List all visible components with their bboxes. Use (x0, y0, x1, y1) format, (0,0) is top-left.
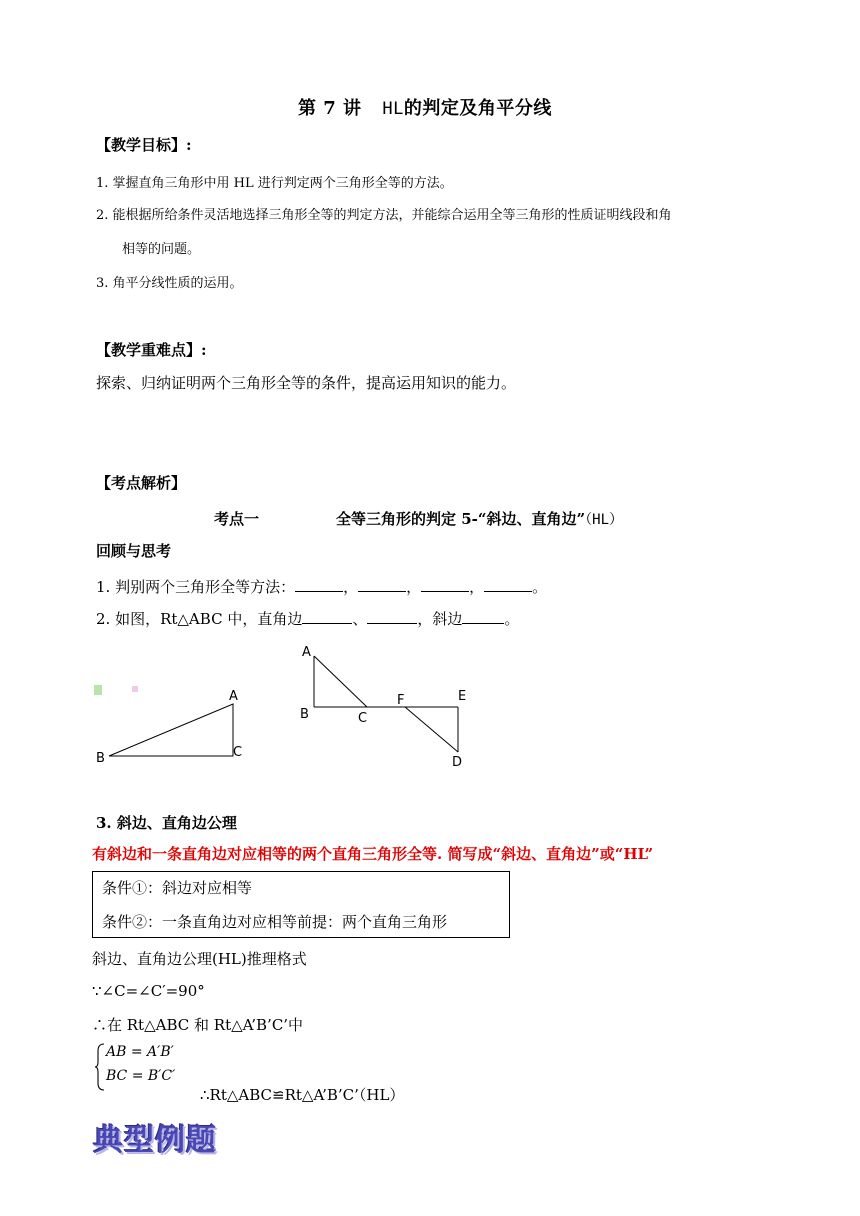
key-points-text: 探索、归纳证明两个三角形全等的条件，提高运用知识的能力。 (96, 374, 517, 392)
review-heading: 回顾与思考 (96, 542, 172, 560)
typical-examples-logo: 典型例题 (93, 1123, 217, 1158)
proof-line-2: ∴在 Rt△ABC 和 Rt△A’B’C’中 (92, 1016, 304, 1034)
proof-line-1: ∵∠C=∠C′=90° (92, 982, 205, 1000)
q1-blank-4[interactable] (484, 577, 532, 592)
left-label-b: B (96, 751, 105, 766)
q1-sep-3: ， (469, 578, 485, 596)
q1-blank-1[interactable] (295, 577, 343, 592)
objectives-heading: 【教学目标】: (96, 136, 192, 154)
q2-mid-2: ，斜边 (417, 610, 463, 628)
objective-item-2-cont: 相等的问题。 (122, 242, 201, 257)
condition-2: 条件②：一条直角边对应相等前提：两个直角三角形 (102, 913, 448, 931)
left-triangle (109, 704, 233, 756)
q2-mid-1: 、 (352, 610, 368, 628)
system-brace (95, 1043, 105, 1091)
q1-blank-2[interactable] (358, 577, 406, 592)
point-title-main: 全等三角形的判定 5-“斜边、直角边” (336, 510, 586, 528)
title-suffix: 的判定及角平分线 (403, 98, 552, 119)
decor-green-mark (94, 685, 102, 695)
point-title (336, 508, 623, 529)
left-label-a: A (229, 689, 238, 704)
q1-sep-1: ， (343, 578, 359, 596)
point-label: 考点一 (214, 510, 260, 528)
q2-blank-3[interactable] (462, 609, 504, 624)
q2-blank-1[interactable] (302, 609, 352, 624)
right-label-d: D (452, 755, 463, 770)
objective-item-1: 1. 掌握直角三角形中用 HL 进行判定两个三角形全等的方法。 (96, 176, 453, 191)
right-label-b: B (300, 707, 309, 722)
proof-format-title: 斜边、直角边公理(HL)推理格式 (92, 950, 307, 968)
conditions-box (92, 871, 510, 938)
objective-item-2: 2. 能根据所给条件灵活地选择三角形全等的判定方法，并能综合运用全等三角形的性质证明线段和角 (96, 208, 672, 223)
line-fd (405, 707, 458, 752)
title-prefix: 第 7 讲 (298, 98, 362, 119)
q2-blank-2[interactable] (367, 609, 417, 624)
q1-end: 。 (532, 578, 548, 596)
line-ac (314, 656, 367, 707)
q1-blank-3[interactable] (421, 577, 469, 592)
left-label-c: C (233, 745, 243, 760)
right-label-e: E (458, 689, 467, 704)
point-title-tail: （HL） (585, 512, 624, 528)
right-label-a: A (302, 645, 311, 660)
review-q2 (96, 608, 519, 629)
objective-item-3: 3. 角平分线性质的运用。 (96, 276, 243, 291)
key-points-heading: 【教学重难点】: (96, 341, 207, 359)
title-hl: HL (382, 99, 404, 119)
page-title (298, 94, 552, 120)
q2-prefix: 2. 如图，Rt△ABC 中，直角边 (96, 610, 303, 628)
q1-sep-2: ， (406, 578, 422, 596)
theorem-statement: 有斜边和一条直角边对应相等的两个直角三角形全等. 简写成“斜边、直角边”或“HL” (92, 845, 654, 863)
q2-end: 。 (504, 610, 520, 628)
q1-prefix: 1. 判别两个三角形全等方法： (96, 578, 296, 596)
right-label-f: F (397, 693, 405, 708)
theorem-heading: 3. 斜边、直角边公理 (96, 814, 237, 832)
condition-1: 条件①：斜边对应相等 (102, 879, 253, 897)
equation-2: BC = B′C′ (106, 1068, 176, 1084)
review-q1 (96, 576, 547, 597)
right-label-c: C (358, 711, 368, 726)
equation-1: AB = A′B′ (106, 1044, 174, 1060)
decor-pink-mark (132, 686, 138, 692)
figure-triangles (0, 640, 860, 780)
analysis-heading: 【考点解析】 (96, 474, 187, 492)
proof-conclusion: ∴Rt△ABC≌Rt△A’B’C’（HL） (200, 1086, 405, 1104)
